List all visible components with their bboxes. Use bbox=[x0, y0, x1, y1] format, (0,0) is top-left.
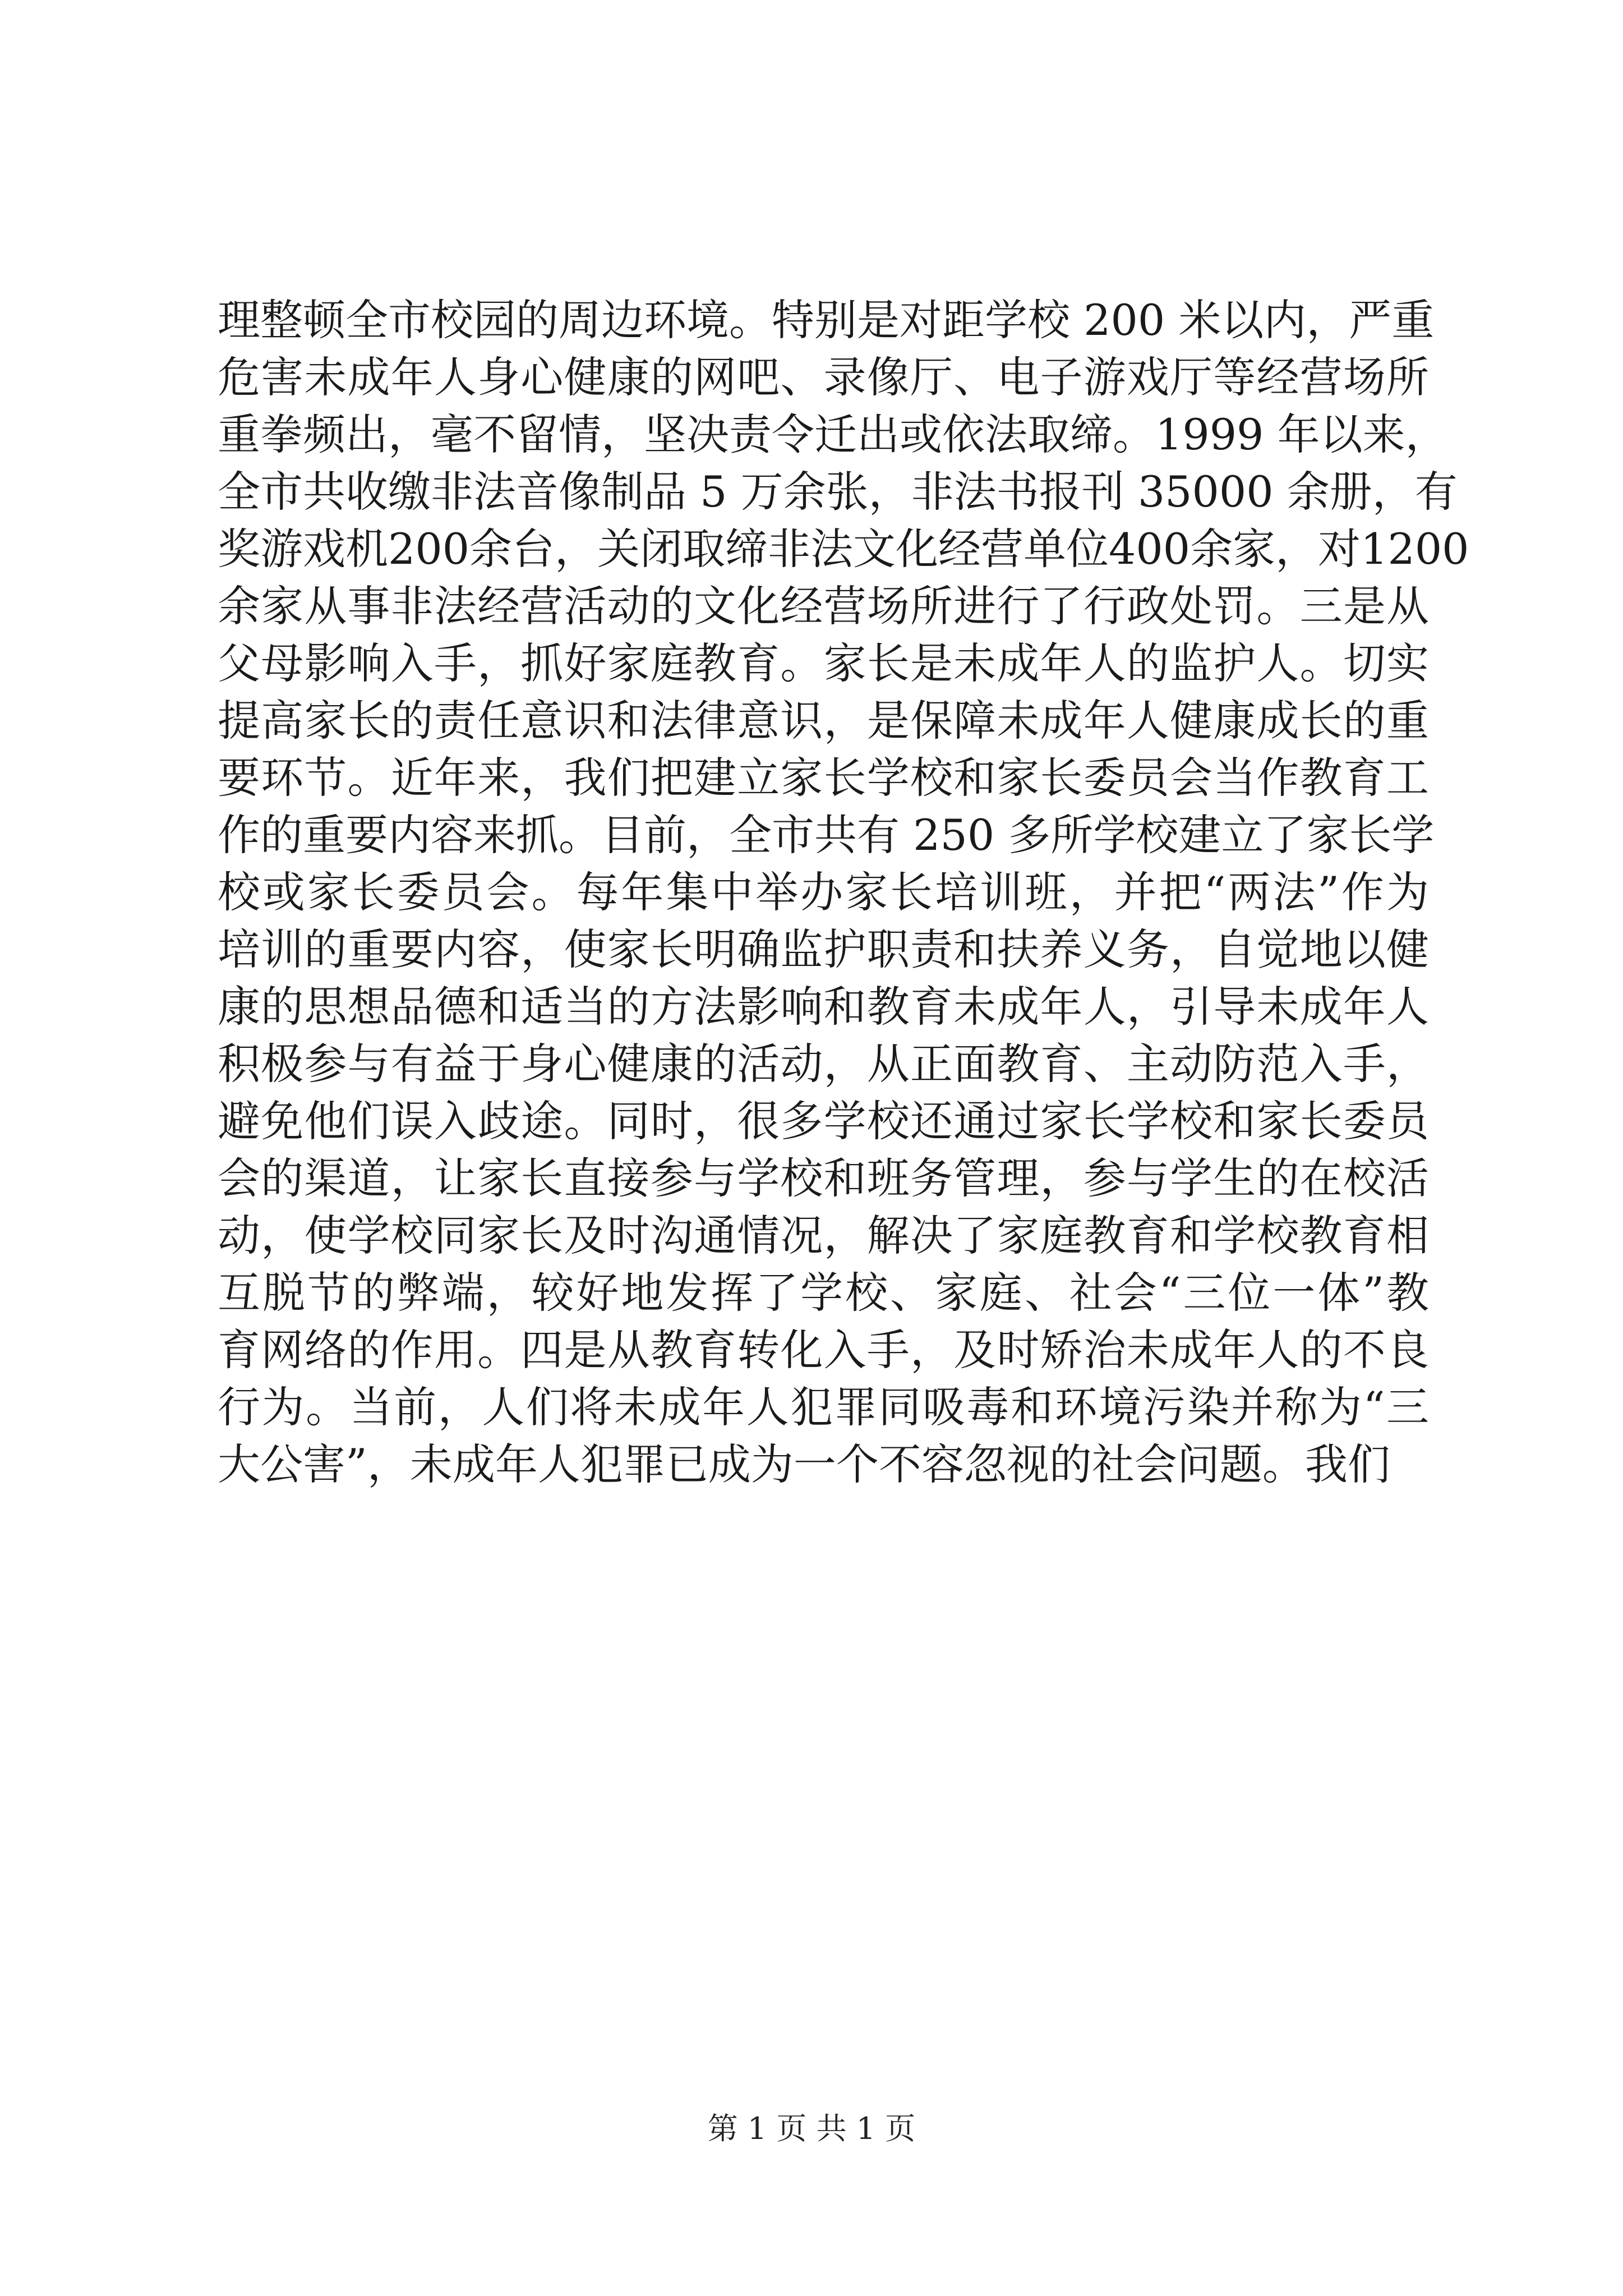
page-footer bbox=[0, 2109, 1623, 2148]
text-line: 作的重要内容来抓。目前，全市共有 250 多所学校建立了家长学 bbox=[218, 810, 1435, 860]
text-line: 大公害”，未成年人犯罪已成为一个不容忽视的社会问题。我们 bbox=[218, 1439, 1390, 1489]
text-line: 会的渠道，让家长直接参与学校和班务管理，参与学生的在校活 bbox=[218, 1153, 1429, 1203]
text-line: 危害未成年人身心健康的网吧、录像厅、电子游戏厅等经营场所 bbox=[218, 352, 1429, 402]
body-text bbox=[218, 292, 1469, 1493]
text-line: 育网络的作用。四是从教育转化入手，及时矫治未成年人的不良 bbox=[218, 1325, 1429, 1375]
page-number-label: 第 1 页 共 1 页 bbox=[707, 2111, 916, 2146]
text-line: 互脱节的弊端，较好地发挥了学校、家庭、社会“三位一体”教 bbox=[218, 1268, 1429, 1318]
text-line: 提高家长的责任意识和法律意识，是保障未成年人健康成长的重 bbox=[218, 696, 1429, 746]
text-line: 父母影响入手，抓好家庭教育。家长是未成年人的监护人。切实 bbox=[218, 638, 1429, 688]
text-line: 重拳频出，毫不留情，坚决责令迁出或依法取缔。1999 年以来， bbox=[218, 409, 1448, 459]
text-line: 避免他们误入歧途。同时，很多学校还通过家长学校和家长委员 bbox=[218, 1096, 1429, 1146]
text-line: 余家从事非法经营活动的文化经营场所进行了行政处罚。三是从 bbox=[218, 581, 1429, 631]
text-line: 动，使学校同家长及时沟通情况，解决了家庭教育和学校教育相 bbox=[218, 1211, 1429, 1260]
text-line: 全市共收缴非法音像制品 5 万余张，非法书报刊 35000 余册，有 bbox=[218, 467, 1458, 517]
text-line: 要环节。近年来，我们把建立家长学校和家长委员会当作教育工 bbox=[218, 753, 1429, 803]
text-line: 培训的重要内容，使家长明确监护职责和扶养义务，自觉地以健 bbox=[218, 924, 1429, 974]
text-line: 积极参与有益于身心健康的活动，从正面教育、主动防范入手， bbox=[218, 1039, 1429, 1089]
text-line: 理整顿全市校园的周边环境。特别是对距学校 200 米以内，严重 bbox=[218, 295, 1435, 345]
text-line: 行为。当前，人们将未成年人犯罪同吸毒和环境污染并称为“三 bbox=[218, 1382, 1429, 1432]
text-line: 康的思想品德和适当的方法影响和教育未成年人，引导未成年人 bbox=[218, 982, 1429, 1032]
text-line: 奖游戏机200余台，关闭取缔非法文化经营单位400余家，对1200 bbox=[218, 524, 1469, 574]
text-line: 校或家长委员会。每年集中举办家长培训班，并把“两法”作为 bbox=[218, 867, 1429, 917]
